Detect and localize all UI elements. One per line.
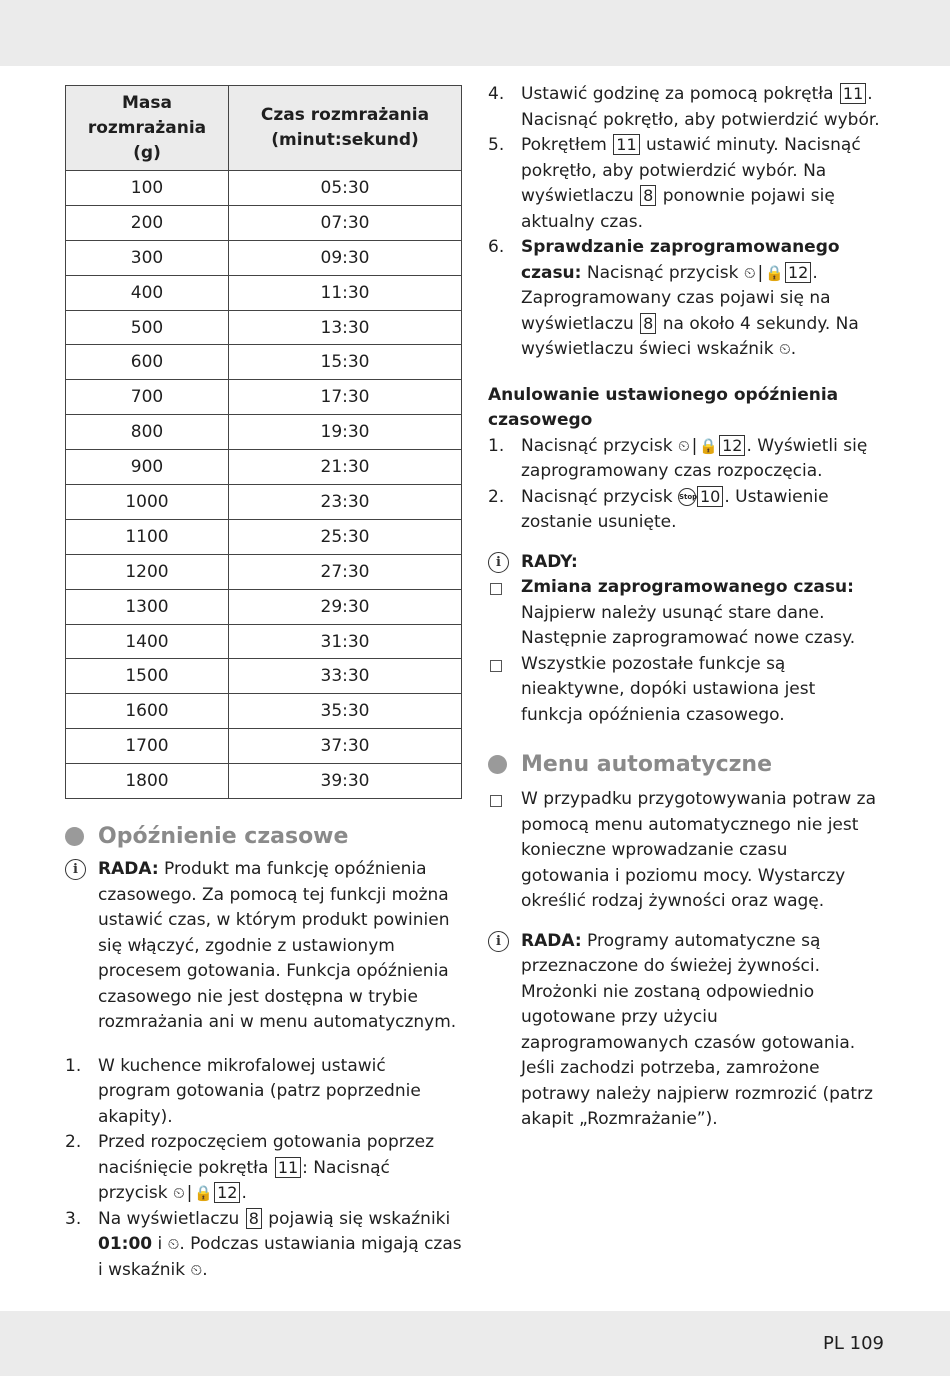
step-text: ustawić minuty. Nacisnąć pokrętło, aby potwierdzić wybór. Na wyświetlaczu	[521, 135, 861, 206]
tip-text: Najpierw należy usunąć stare dane. Następnie zaprogramować nowe czasy.	[521, 602, 856, 648]
tip-bold-text: Zmiana zaprogramowanego czasu:	[521, 577, 854, 597]
step-number: 5.	[488, 135, 505, 155]
tips-label: RADY:	[521, 551, 578, 572]
list-item	[488, 133, 880, 235]
list-item	[488, 575, 880, 652]
ref-button-12: 12	[719, 435, 745, 456]
step-text: i	[152, 1234, 168, 1255]
cell-time: 21:30	[229, 450, 462, 485]
step-number: 2.	[488, 486, 505, 507]
step-text: W kuchence mikrofalowej ustawić program gotowania (patrz poprzednie akapity).	[98, 1055, 421, 1127]
step-text: : Nacisnąć przycisk	[98, 1157, 390, 1204]
table-row	[66, 171, 462, 206]
tips-header	[488, 550, 880, 576]
tip-auto-menu	[488, 929, 880, 1133]
table-row	[66, 275, 462, 310]
info-icon: i	[65, 859, 86, 880]
step-number: 6.	[488, 237, 505, 257]
clock-timer-icon: ⏲	[167, 1235, 180, 1254]
cell-mass: 300	[66, 240, 229, 275]
step-bold-text: Sprawdzanie zaprogramowanego czasu:	[521, 237, 840, 283]
step-text: Nacisnąć przycisk	[521, 435, 678, 456]
list-item	[488, 82, 880, 133]
tips-list	[488, 575, 880, 728]
cell-time: 39:30	[229, 764, 462, 799]
step-number: 4.	[488, 84, 505, 104]
tip-label: RADA:	[521, 930, 582, 951]
cell-mass: 1500	[66, 659, 229, 694]
table-row	[66, 450, 462, 485]
lock-icon: 🔒	[765, 263, 784, 282]
section-heading-delay	[65, 824, 463, 849]
cell-mass: 1600	[66, 694, 229, 729]
subheading-cancel-delay: Anulowanie ustawionego opóźnienia czasowego	[488, 384, 839, 430]
step-bold-text: 01:00	[98, 1234, 153, 1255]
list-item	[65, 1054, 463, 1131]
step-text: . Nacisnąć pokrętło, aby potwierdzić wybór.	[521, 84, 880, 130]
defrost-table-body	[66, 171, 462, 799]
header-time: Czas rozmrażania (minut:sekund)	[229, 86, 462, 171]
step-number: 2.	[65, 1132, 82, 1153]
step-text: .	[202, 1259, 208, 1280]
table-row	[66, 485, 462, 520]
cell-mass: 800	[66, 415, 229, 450]
step-text: .	[241, 1183, 247, 1204]
separator: |	[691, 435, 698, 456]
step-text: .	[790, 339, 797, 359]
table-row	[66, 554, 462, 589]
cell-mass: 700	[66, 380, 229, 415]
separator: |	[186, 1183, 193, 1204]
info-icon: i	[488, 931, 509, 952]
cell-time: 13:30	[229, 310, 462, 345]
cell-mass: 1700	[66, 729, 229, 764]
ref-display-8: 8	[640, 313, 656, 334]
tip-text: Produkt ma funkcję opóźnienia czasowego. Za pomocą tej funkcji można ustawić czas, w którym produkt powinien się włączyć, zgodnie z ustawionym procesem gotowania. Funkcja opóźnienia czasowego nie jest dostępna w trybie rozmrażania ani w menu automatycznym.	[98, 859, 457, 1033]
cell-mass: 1400	[66, 624, 229, 659]
table-row	[66, 589, 462, 624]
step-text: Nacisnąć przycisk	[581, 262, 744, 283]
tip-label: RADA:	[98, 859, 159, 880]
delay-steps-continued	[488, 82, 880, 363]
step-text: . Wyświetli się zaprogramowany czas rozpoczęcia.	[521, 435, 868, 481]
cell-mass: 500	[66, 310, 229, 345]
table-row	[66, 659, 462, 694]
table-row	[66, 764, 462, 799]
list-item	[488, 434, 880, 485]
clock-timer-icon: ⏲	[778, 340, 791, 358]
table-row	[66, 415, 462, 450]
list-item	[488, 485, 880, 536]
cell-time: 23:30	[229, 485, 462, 520]
cell-time: 25:30	[229, 519, 462, 554]
cell-time: 29:30	[229, 589, 462, 624]
step-text: Nacisnąć przycisk	[521, 486, 678, 507]
cell-mass: 100	[66, 171, 229, 206]
cell-time: 31:30	[229, 624, 462, 659]
table-row	[66, 729, 462, 764]
heading-text: Opóźnienie czasowe	[98, 824, 349, 850]
step-text: Pokrętłem	[521, 135, 613, 155]
square-bullet-icon	[490, 660, 502, 672]
step-number: 1.	[65, 1055, 82, 1076]
clock-timer-icon: ⏲	[677, 436, 690, 455]
cell-mass: 600	[66, 345, 229, 380]
bullet-dot-icon	[65, 827, 84, 846]
list-item	[488, 235, 880, 363]
right-column	[488, 82, 880, 1133]
header-mass: Masa rozmrażania (g)	[66, 86, 229, 171]
square-bullet-icon	[490, 583, 502, 595]
auto-menu-list	[488, 787, 880, 915]
tip-delay	[65, 857, 463, 1036]
tip-text: Programy automatyczne są przeznaczone do świeżej żywności. Mrożonki nie zostaną odpowiednio ugotowane przy użyciu zaprogramowanych czasów gotowania. Jeśli zachodzi potrzeba, zamrożone potrawy należy najpierw rozmrozić (patrz akapit „Rozmrażanie”).	[521, 930, 873, 1129]
ref-display-8: 8	[640, 185, 656, 206]
defrost-table	[65, 85, 462, 799]
bullet-dot-icon	[488, 755, 507, 774]
lock-icon: 🔒	[699, 436, 719, 455]
cell-mass: 1000	[66, 485, 229, 520]
step-text: . Ustawienie zostanie usunięte.	[521, 486, 829, 532]
cell-time: 19:30	[229, 415, 462, 450]
list-text: W przypadku przygotowywania potraw za pomocą menu automatycznego nie jest konieczne wprowadzanie czasu gotowania i poziomu mocy. Wystarczy określić rodzaj żywności oraz wagę.	[521, 789, 877, 911]
step-text: pojawią się wskaźniki	[262, 1208, 451, 1229]
cell-mass: 1100	[66, 519, 229, 554]
heading-text: Menu automatyczne	[521, 752, 772, 777]
section-heading-auto-menu	[488, 752, 880, 777]
cell-time: 37:30	[229, 729, 462, 764]
square-bullet-icon	[490, 795, 502, 807]
top-band	[0, 0, 950, 66]
delay-steps	[65, 1054, 463, 1284]
step-text: Przed rozpoczęciem gotowania poprzez naciśnięcie pokrętła	[98, 1132, 435, 1178]
ref-knob-11: 11	[840, 83, 866, 104]
cell-time: 15:30	[229, 345, 462, 380]
cell-time: 33:30	[229, 659, 462, 694]
ref-display-8: 8	[246, 1208, 262, 1229]
table-row	[66, 380, 462, 415]
table-row	[66, 240, 462, 275]
step-text: Na wyświetlaczu	[98, 1208, 245, 1229]
ref-button-10: 10	[697, 486, 723, 507]
ref-button-12: 12	[214, 1182, 240, 1203]
lock-icon: 🔒	[194, 1184, 214, 1203]
table-header-row	[66, 86, 462, 171]
table-row	[66, 694, 462, 729]
step-text: Ustawić godzinę za pomocą pokrętła	[521, 84, 839, 104]
cell-time: 27:30	[229, 554, 462, 589]
cell-time: 11:30	[229, 275, 462, 310]
cell-time: 07:30	[229, 205, 462, 240]
ref-knob-11: 11	[613, 134, 639, 155]
list-item	[488, 652, 880, 729]
step-text: ponownie pojawi się aktualny czas.	[521, 186, 835, 232]
clock-timer-icon: ⏲	[190, 1260, 203, 1279]
clock-timer-icon: ⏲	[172, 1184, 185, 1203]
table-row	[66, 205, 462, 240]
step-number: 1.	[488, 435, 505, 456]
cell-mass: 1300	[66, 589, 229, 624]
left-column	[65, 85, 463, 1283]
table-row	[66, 624, 462, 659]
separator: |	[757, 262, 764, 283]
stop-button-icon: Stop	[678, 488, 696, 506]
tip-text: Wszystkie pozostałe funkcje są nieaktywne, dopóki ustawiona jest funkcja opóźnienia czasowego.	[521, 653, 816, 725]
list-item	[65, 1207, 463, 1284]
page-number: PL 109	[823, 1333, 884, 1354]
step-number: 3.	[65, 1208, 82, 1229]
table-row	[66, 310, 462, 345]
cell-mass: 1800	[66, 764, 229, 799]
cell-time: 35:30	[229, 694, 462, 729]
list-item	[65, 1130, 463, 1207]
clock-timer-icon: ⏲	[743, 263, 756, 282]
table-row	[66, 345, 462, 380]
info-icon: i	[488, 552, 509, 573]
bottom-band	[0, 1311, 950, 1376]
cell-mass: 900	[66, 450, 229, 485]
cell-mass: 400	[66, 275, 229, 310]
cell-mass: 1200	[66, 554, 229, 589]
cell-time: 09:30	[229, 240, 462, 275]
step-text: na około 4 sekundy. Na wyświetlaczu świeci wskaźnik	[521, 313, 859, 359]
table-row	[66, 519, 462, 554]
cell-time: 05:30	[229, 171, 462, 206]
cell-time: 17:30	[229, 380, 462, 415]
cell-mass: 200	[66, 205, 229, 240]
ref-button-12: 12	[785, 262, 811, 283]
step-text: . Podczas ustawiania migają czas i wskaźnik	[98, 1234, 462, 1280]
list-item	[488, 787, 880, 915]
ref-knob-11: 11	[275, 1157, 301, 1178]
step-text: . Zaprogramowany czas pojawi się na wyświetlaczu	[521, 262, 831, 334]
cancel-steps	[488, 434, 880, 536]
